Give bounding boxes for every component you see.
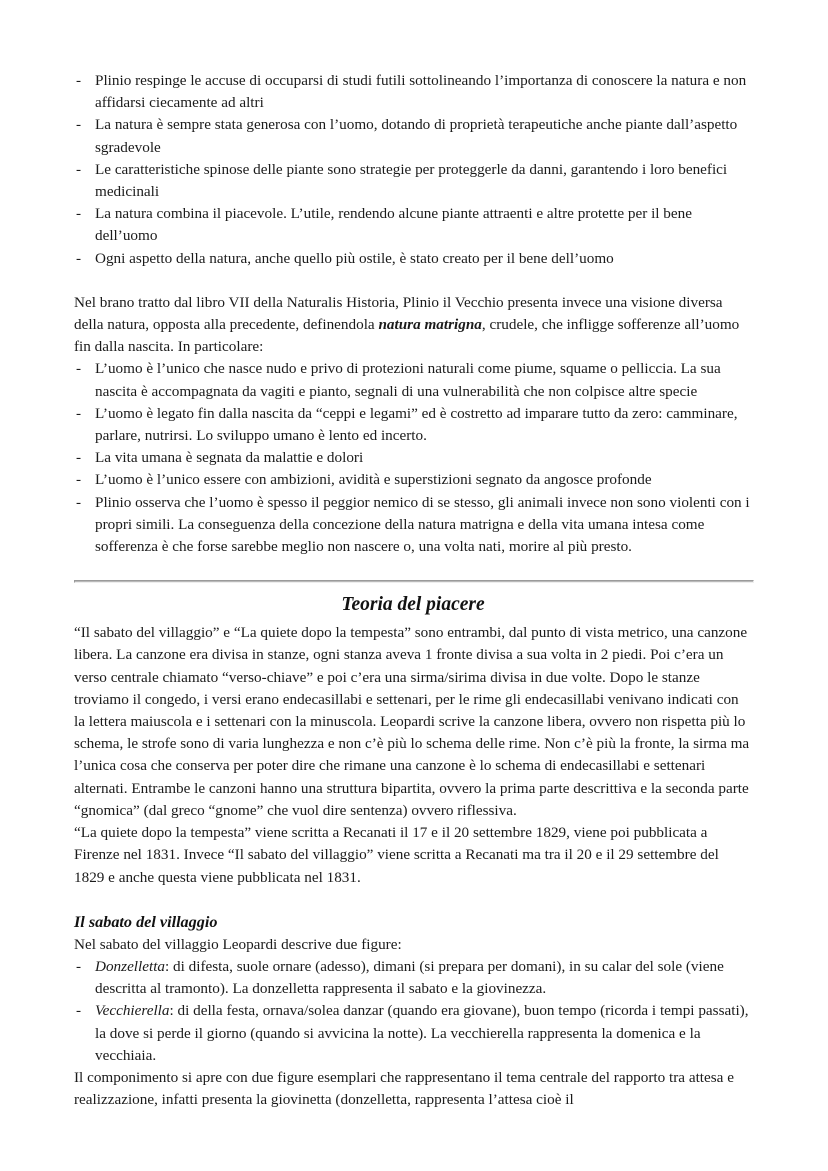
list-item xyxy=(74,114,752,158)
section-gap xyxy=(74,558,752,580)
dash-bullet-icon: - xyxy=(76,957,82,975)
list-item xyxy=(74,1000,752,1067)
list-item-text: Le caratteristiche spinose delle piante sono strategie per proteggerle da danni, garantendo i loro benefici medicinali xyxy=(95,160,728,201)
list-item-text xyxy=(95,956,752,1000)
list-item xyxy=(74,358,752,402)
list-item-text: La natura è sempre stata generosa con l’uomo, dotando di proprietà terapeutiche anche piante dall’aspetto sgradevole xyxy=(95,116,738,156)
subsection-heading-il-sabato-del-villaggio: Il sabato del villaggio xyxy=(74,912,218,931)
list-matrigna xyxy=(74,358,752,558)
dash-bullet-icon: - xyxy=(76,360,82,378)
dash-bullet-icon: - xyxy=(76,1002,82,1020)
list-item xyxy=(74,492,752,559)
list-item-text: La vita umana è segnata da malattie e dolori xyxy=(95,449,364,467)
figure-name: Vecchierella xyxy=(95,1002,170,1020)
paragraph-sabato-closing: Il componimento si apre con due figure esemplari che rappresentano il tema centrale del rapporto tra attesa e realizzazione, infatti presenta la giovinetta (donzelletta, rappresenta l’attesa cioè il xyxy=(74,1068,734,1109)
list-item xyxy=(74,956,752,1000)
paragraph-teoria-2: “La quiete dopo la tempesta” viene scritta a Recanati il 17 e il 20 settembre 1829, viene poi pubblicata a Firenze nel 1831. Invece “Il sabato del villaggio” viene scritta a Recanati ma tra il 20 e il 29 settembre del 1829 e anche questa viene pubblicata nel 1831. xyxy=(74,824,719,886)
list-item-text xyxy=(95,1000,752,1067)
list-item xyxy=(74,469,752,491)
matrigna-text-after: , crudele, che infligge sofferenze all’uomo fin dalla nascita. In particolare: xyxy=(74,316,740,356)
list-item-text: Plinio respinge le accuse di occuparsi di studi futili sottolineando l’importanza di conoscere la natura e non affidarsi ciecamente ad altri xyxy=(95,72,747,112)
list-item-text: Ogni aspetto della natura, anche quello più ostile, è stato creato per il bene dell’uomo xyxy=(95,249,614,267)
dash-bullet-icon: - xyxy=(76,116,82,134)
list-sabato-figures xyxy=(74,956,752,1067)
list-item-text: La natura combina il piacevole. L’utile, rendendo alcune piante attraenti e altre protette per il bene dell’uomo xyxy=(95,205,692,245)
figure-description: : di della festa, ornava/solea danzar (quando era giovane), buon tempo (ricorda i tempi passati), la dove si perde il giorno (quando si avvicina la notte). La vecchierella rappresenta la domenica e la vecchiaia. xyxy=(95,1002,749,1064)
dash-bullet-icon: - xyxy=(76,249,82,267)
list-item xyxy=(74,159,752,203)
list-item-text: L’uomo è l’unico essere con ambizioni, avidità e superstizioni segnato da angosce profonde xyxy=(95,471,652,489)
dash-bullet-icon: - xyxy=(76,205,82,223)
figure-description: : di difesta, suole ornare (adesso), dimani (si prepara per domani), in su calar del sole (viene descritta al tramonto). La donzelletta rappresenta il sabato e la giovinezza. xyxy=(95,957,724,998)
list-item xyxy=(74,403,752,447)
paragraph-gap xyxy=(74,270,752,292)
list-pliny-benevolent xyxy=(74,70,752,270)
figure-name: Donzelletta xyxy=(95,957,166,975)
dash-bullet-icon: - xyxy=(76,72,82,89)
list-item xyxy=(74,203,752,247)
matrigna-emphasis: natura matrigna xyxy=(378,316,482,334)
document-content xyxy=(74,70,752,1111)
dash-bullet-icon: - xyxy=(76,404,82,422)
paragraph-teoria-1: “Il sabato del villaggio” e “La quiete dopo la tempesta” sono entrambi, dal punto di vista metrico, una canzone libera. La canzone era divisa in stanze, ogni stanza aveva 1 fronte divisa a sua volta in 2 piedi. Poi c’era un verso centrale chiamato “verso-chiave” e poi c’era una sirma/sirima divisa in due volte. Dopo le stanze troviamo il congedo, i versi erano endecasillabi e settenari, per le rime gli endecasillabi venivano indicati con la lettera maiuscola e i settenari con la minuscola. Leopardi scrive la canzone libera, ovvero non rispetta più lo schema, le strofe sono di varia lunghezza e non c’è più lo schema delle rime. Non c’è più la fronte, la sirma ma l’unica cosa che conserva per poter dire che rimane una canzone è lo schema di endecasillabi e settenari alternati. Entrambe le canzoni hanno una struttura bipartita, ovvero la prima parte descrittiva e la seconda parte “gnomica” (dal greco “gnome” che vuol dire sentenza) ovvero riflessiva. xyxy=(74,624,750,819)
list-item xyxy=(74,248,752,270)
paragraph-sabato-intro: Nel sabato del villaggio Leopardi descrive due figure: xyxy=(74,935,402,953)
list-item xyxy=(74,70,752,114)
dash-bullet-icon: - xyxy=(76,160,82,178)
subsection-gap xyxy=(74,889,752,911)
section-heading-teoria-del-piacere: Teoria del piacere xyxy=(341,594,485,616)
paragraph-matrigna-intro xyxy=(74,292,752,359)
list-item-text: Plinio osserva che l’uomo è spesso il peggior nemico di se stesso, gli animali invece non sono violenti con i propri simili. La conseguenza della concezione della natura matrigna e della vita umana intesa come sofferenza è che forse sarebbe meglio non nascere o, una volta nati, morire al più presto. xyxy=(95,493,750,556)
dash-bullet-icon: - xyxy=(76,471,82,489)
dash-bullet-icon: - xyxy=(76,493,82,511)
list-item-text: L’uomo è l’unico che nasce nudo e privo di protezioni naturali come piume, squame o pelliccia. La sua nascita è accompagnata da vagiti e pianto, segnali di una vulnerabilità che non colpisce altre specie xyxy=(95,360,721,400)
dash-bullet-icon: - xyxy=(76,449,82,467)
matrigna-text-before: Nel brano tratto dal libro VII della Naturalis Historia, Plinio il Vecchio presenta invece una visione diversa della natura, opposta alla precedente, definendola xyxy=(74,293,723,334)
list-item-text: L’uomo è legato fin dalla nascita da “ceppi e legami” ed è costretto ad imparare tutto da zero: camminare, parlare, nutrirsi. Lo sviluppo umano è lento ed incerto. xyxy=(95,404,738,445)
list-item xyxy=(74,447,752,469)
